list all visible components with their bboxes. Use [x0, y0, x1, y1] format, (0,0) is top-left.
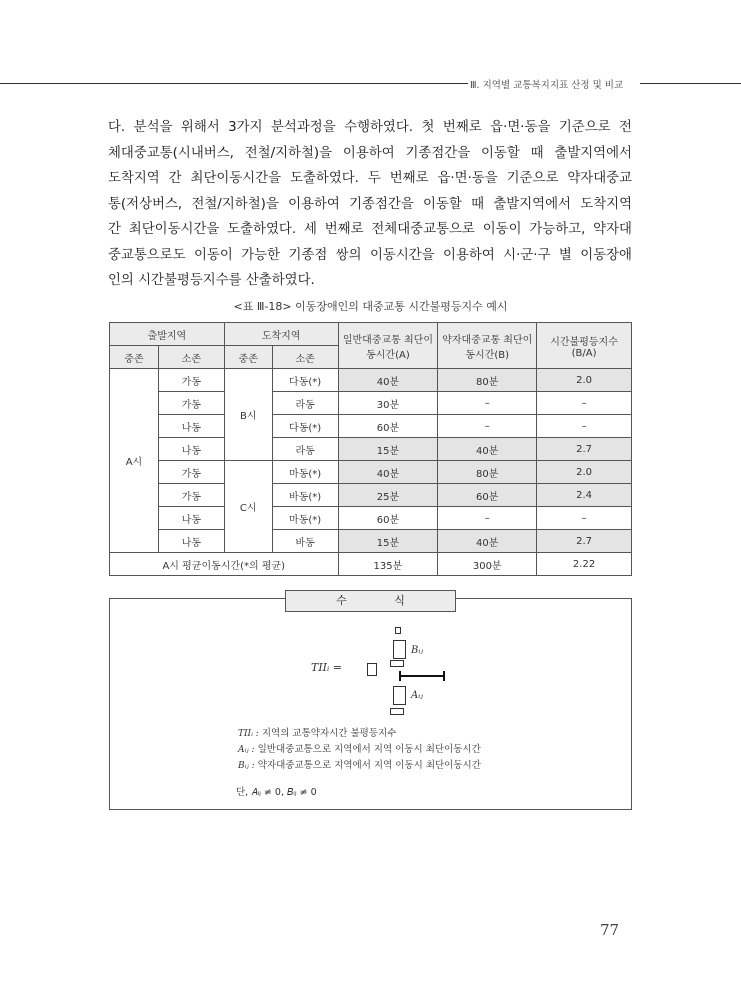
- body-line: 체대중교통(시내버스, 전철/지하철)을 이용하여 기종점간을 이동할 때 출발지역에서: [108, 145, 632, 161]
- weak-time-cell: –: [438, 392, 537, 415]
- general-time-cell: 25분: [338, 484, 438, 507]
- origin-small-cell: 가동: [158, 369, 224, 392]
- body-paragraph: [108, 115, 632, 294]
- origin-small-cell: 가동: [158, 484, 224, 507]
- index-cell: 2.7: [537, 530, 632, 553]
- body-line: 중교통으로도 이동이 가능한 기종점 쌍의 이동시간을 이용하여 시·군·구 별 이동장애: [108, 247, 632, 263]
- definition-symbol: 𝐴ᵢⱼ :: [238, 745, 255, 755]
- table-total-row: [110, 553, 632, 576]
- numerator-sum-glyph: [393, 640, 406, 659]
- table-row: [110, 461, 632, 484]
- table-caption: <표 Ⅲ-18> 이동장애인의 대중교통 시간불평등지수 예시: [233, 300, 508, 313]
- definition-text: 지역의 교통약자시간 불평등지수: [261, 728, 397, 739]
- formula-lhs: 𝑇𝐼𝐼ᵢ =: [311, 661, 342, 674]
- dest-small-cell: 라동: [272, 392, 338, 415]
- dest-small-cell: 마동(*): [272, 507, 338, 530]
- origin-small-cell: 나동: [158, 438, 224, 461]
- weak-time-cell: 40분: [438, 438, 537, 461]
- header-weak-time: 약자대중교통 최단이동시간(B): [438, 323, 537, 369]
- dest-small-cell: 다동(*): [272, 369, 338, 392]
- header-origin-mid: 중존: [110, 346, 159, 369]
- table-row: [110, 415, 632, 438]
- table-row: [110, 438, 632, 461]
- dest-mid-cell: B시: [224, 369, 272, 461]
- general-time-cell: 15분: [338, 530, 438, 553]
- dest-small-cell: 다동(*): [272, 415, 338, 438]
- weak-time-cell: 60분: [438, 484, 537, 507]
- header-index: 시간불평등지수 (B/A): [537, 323, 632, 369]
- definition-text: 일반대중교통으로 지역에서 지역 이동시 최단이동시간: [257, 744, 481, 755]
- formula-title: 수 식: [285, 590, 456, 612]
- index-cell: –: [537, 392, 632, 415]
- index-cell: –: [537, 415, 632, 438]
- page-number: 77: [600, 921, 620, 939]
- index-cell: –: [537, 507, 632, 530]
- origin-small-cell: 나동: [158, 415, 224, 438]
- formula-box: [109, 598, 632, 810]
- sum-lower-limit-glyph: [390, 708, 404, 715]
- body-line: 다. 분석을 위해서 3가지 분석과정을 수행하였다. 첫 번째로 읍·면·동을 기준으로 전: [108, 120, 632, 135]
- general-time-cell: 40분: [338, 461, 438, 484]
- body-line: 인의 시간불평등지수를 산출하였다.: [108, 273, 315, 288]
- definition-text: 약자대중교통으로 지역에서 지역 이동시 최단이동시간: [257, 760, 481, 771]
- definition-symbol: 𝑇𝐼𝐼ᵢ :: [238, 729, 259, 739]
- header-rule-left: [0, 83, 468, 84]
- body-line: 통(저상버스, 전철/지하철)을 이용하여 기종점간을 이동할 때 출발지역에서 도착지역: [108, 196, 632, 212]
- index-cell: 2.0: [537, 461, 632, 484]
- definition-tii: [238, 725, 396, 739]
- weak-time-cell: 80분: [438, 369, 537, 392]
- general-time-cell: 60분: [338, 507, 438, 530]
- origin-small-cell: 가동: [158, 392, 224, 415]
- definition-b: [238, 757, 481, 771]
- general-time-cell: 15분: [338, 438, 438, 461]
- weak-time-cell: 40분: [438, 530, 537, 553]
- weak-time-cell: 80분: [438, 461, 537, 484]
- dest-small-cell: 바동: [272, 530, 338, 553]
- weak-time-cell: –: [438, 415, 537, 438]
- sum-lower-limit-glyph: [390, 660, 404, 667]
- formula-condition: 단, 𝐴ᵢⱼ ≠ 0, 𝐵ᵢⱼ ≠ 0: [236, 787, 317, 798]
- index-cell: 2.0: [537, 369, 632, 392]
- definition-a: [238, 741, 481, 755]
- definition-symbol: 𝐵ᵢⱼ :: [238, 761, 255, 771]
- origin-small-cell: 나동: [158, 507, 224, 530]
- fraction-bar-cap-left: [399, 671, 401, 681]
- total-general-cell: 135분: [338, 553, 438, 576]
- index-cell: 2.4: [537, 484, 632, 507]
- general-time-cell: 60분: [338, 415, 438, 438]
- formula-n-glyph: [367, 663, 377, 676]
- index-cell: 2.7: [537, 438, 632, 461]
- body-line: 도착지역 간 최단이동시간을 도출하였다. 두 번째로 읍·면·동을 기준으로 약자대중교: [108, 171, 632, 186]
- total-index-cell: 2.22: [537, 553, 632, 576]
- table-row: [110, 507, 632, 530]
- running-header: Ⅲ. 지역별 교통복지지표 산정 및 비교: [470, 80, 624, 91]
- origin-small-cell: 나동: [158, 530, 224, 553]
- dest-small-cell: 마동(*): [272, 461, 338, 484]
- sum-upper-limit-glyph: [395, 627, 401, 634]
- header-destination: 도착지역: [224, 323, 338, 346]
- dest-small-cell: 라동: [272, 438, 338, 461]
- total-weak-cell: 300분: [438, 553, 537, 576]
- dest-small-cell: 바동(*): [272, 484, 338, 507]
- table-row: [110, 530, 632, 553]
- weak-time-cell: –: [438, 507, 537, 530]
- header-rule-right: [640, 83, 741, 84]
- origin-mid-cell: A시: [110, 369, 159, 553]
- table-row: [110, 484, 632, 507]
- header-origin-small: 소존: [158, 346, 224, 369]
- general-time-cell: 30분: [338, 392, 438, 415]
- header-dest-mid: 중존: [224, 346, 272, 369]
- table-row: [110, 392, 632, 415]
- body-line: 간 최단이동시간을 도출하였다. 세 번째로 전체대중교통으로 이동이 가능하고, 약자대: [108, 222, 632, 237]
- fraction-bar: [399, 675, 445, 677]
- total-label-cell: A시 평균이동시간(*의 평균): [110, 553, 339, 576]
- inequality-table: [109, 322, 632, 576]
- table-row: [110, 369, 632, 392]
- header-origin: 출발지역: [110, 323, 225, 346]
- fraction-bar-cap-right: [443, 671, 445, 681]
- origin-small-cell: 가동: [158, 461, 224, 484]
- header-dest-small: 소존: [272, 346, 338, 369]
- dest-mid-cell: C시: [224, 461, 272, 553]
- numerator-term: 𝐵ᵢⱼ: [411, 645, 424, 656]
- header-general-time: 일반대중교통 최단이동시간(A): [338, 323, 438, 369]
- denominator-sum-glyph: [393, 686, 406, 705]
- denominator-term: 𝐴ᵢⱼ: [411, 690, 423, 701]
- general-time-cell: 40분: [338, 369, 438, 392]
